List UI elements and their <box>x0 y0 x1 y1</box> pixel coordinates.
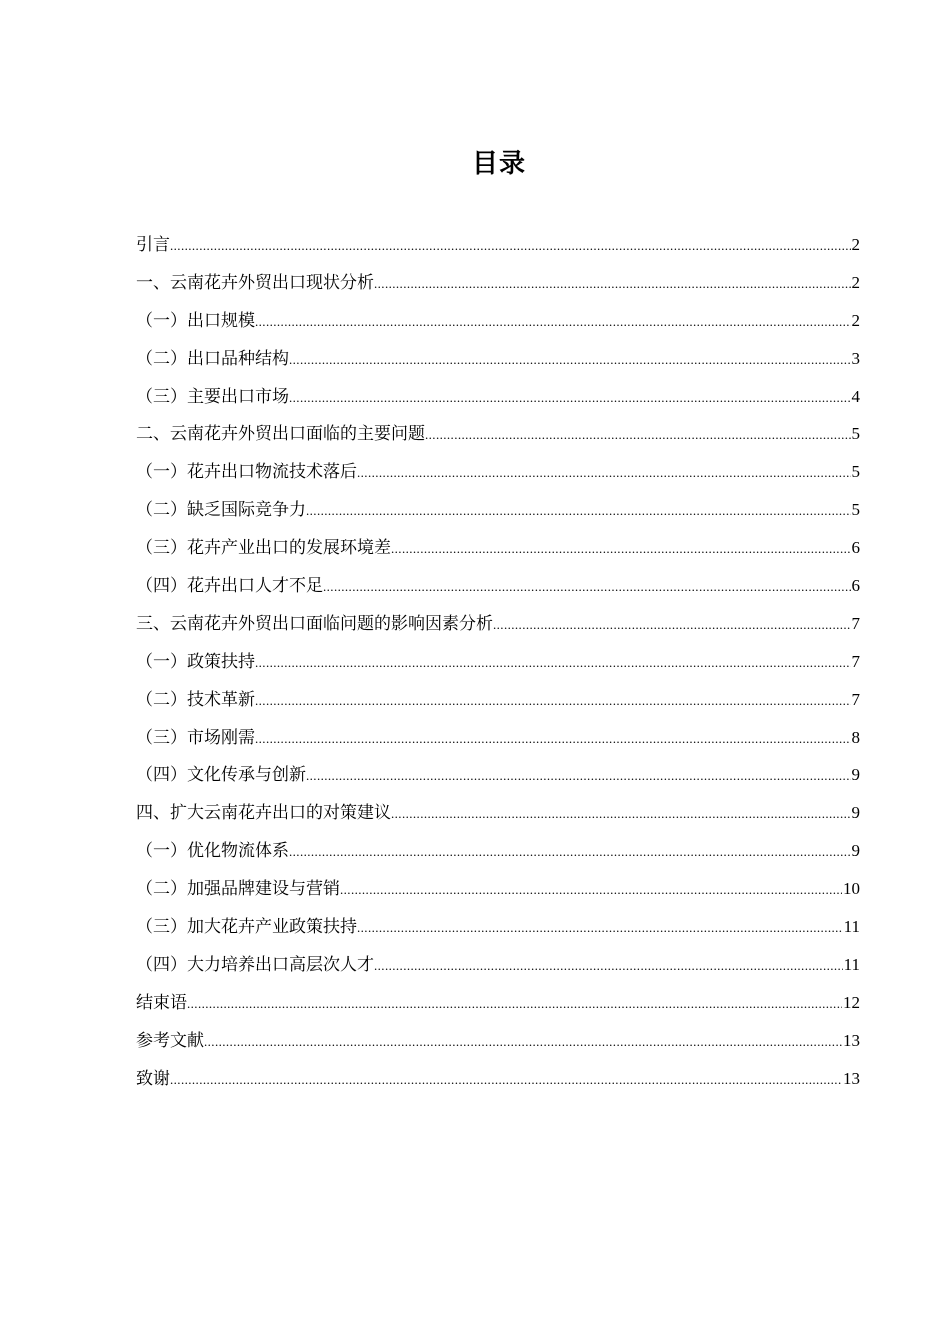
toc-entry-label: （三）加大花卉产业政策扶持 <box>136 917 357 938</box>
toc-entry[interactable] <box>136 794 860 832</box>
toc-entry-page: 2 <box>851 272 860 292</box>
toc-entry[interactable] <box>136 415 860 453</box>
toc-dot-leader <box>306 492 851 530</box>
toc-entry-label: 四、扩大云南花卉出口的对策建议 <box>136 803 391 824</box>
toc-entry[interactable] <box>136 567 860 605</box>
toc-entry[interactable] <box>136 946 860 984</box>
toc-dot-leader <box>425 416 851 454</box>
toc-entry-page: 4 <box>851 386 860 406</box>
toc-entry-label: （四）大力培养出口高层次人才 <box>136 954 374 975</box>
toc-entry-label: （三）主要出口市场 <box>136 386 289 407</box>
toc-dot-leader <box>391 795 851 833</box>
toc-entry-page: 11 <box>843 917 860 937</box>
toc-entry[interactable] <box>136 643 860 681</box>
toc-entry[interactable] <box>136 870 860 908</box>
toc-dot-leader <box>255 303 851 341</box>
toc-dot-leader <box>391 530 851 568</box>
toc-entry-label: （一）出口规模 <box>136 310 255 331</box>
toc-entry[interactable] <box>136 264 860 302</box>
toc-dot-leader <box>289 833 851 871</box>
toc-entry-label: （二）技术革新 <box>136 689 255 710</box>
toc-entry-page: 5 <box>851 424 860 444</box>
toc-entry-label: 参考文献 <box>136 1030 204 1051</box>
toc-entry-page: 10 <box>843 879 860 899</box>
toc-entry-page: 2 <box>851 310 860 330</box>
toc-dot-leader <box>170 227 851 265</box>
toc-entry-label: （三）市场刚需 <box>136 727 255 748</box>
toc-entry-page: 7 <box>851 613 860 633</box>
toc-entry-label: （一）政策扶持 <box>136 651 255 672</box>
toc-entry-page: 13 <box>843 1068 860 1088</box>
toc-dot-leader <box>340 871 842 909</box>
toc-entry-page: 13 <box>843 1030 860 1050</box>
toc-entry-label: （二）缺乏国际竞争力 <box>136 500 306 521</box>
toc-dot-leader <box>187 985 842 1023</box>
toc-dot-leader <box>170 1061 842 1099</box>
toc-dot-leader <box>323 568 851 606</box>
toc-dot-leader <box>493 606 851 644</box>
toc-entry-page: 9 <box>851 803 860 823</box>
toc-dot-leader <box>357 909 843 947</box>
toc-entry[interactable] <box>136 529 860 567</box>
toc-entry-label: （二）加强品牌建设与营销 <box>136 879 340 900</box>
toc-dot-leader <box>255 720 851 758</box>
toc-entry-label: （一）优化物流体系 <box>136 841 289 862</box>
toc-entry-label: 致谢 <box>136 1068 170 1089</box>
toc-entry-label: （四）花卉出口人才不足 <box>136 576 323 597</box>
toc-entry-label: 二、云南花卉外贸出口面临的主要问题 <box>136 424 425 445</box>
toc-entry[interactable] <box>136 984 860 1022</box>
toc-entry-label: 三、云南花卉外贸出口面临问题的影响因素分析 <box>136 613 493 634</box>
toc-entry-page: 9 <box>851 841 860 861</box>
toc-entry-label: 结束语 <box>136 992 187 1013</box>
toc-entry[interactable] <box>136 681 860 719</box>
toc-entry-page: 6 <box>851 538 860 558</box>
toc-entry[interactable] <box>136 378 860 416</box>
toc-dot-leader <box>289 341 851 379</box>
toc-entry[interactable] <box>136 1022 860 1060</box>
toc-entry[interactable] <box>136 1060 860 1098</box>
toc-entry[interactable] <box>136 340 860 378</box>
toc-entry-page: 5 <box>851 462 860 482</box>
toc-entry-label: （三）花卉产业出口的发展环境差 <box>136 538 391 559</box>
toc-entry[interactable] <box>136 756 860 794</box>
toc-entry-label: 引言 <box>136 235 170 255</box>
toc-dot-leader <box>204 1023 842 1061</box>
page-title: 目录 <box>471 149 526 179</box>
toc-entry-page: 3 <box>851 348 860 368</box>
toc-entry-label: （四）文化传承与创新 <box>136 765 306 786</box>
toc-entry[interactable] <box>136 605 860 643</box>
toc-entry-page: 2 <box>851 235 860 254</box>
toc-entry-page: 5 <box>851 500 860 520</box>
toc-entry-label: （二）出口品种结构 <box>136 348 289 369</box>
toc-entry-label: （一）花卉出口物流技术落后 <box>136 462 357 483</box>
toc-entry-page: 11 <box>843 954 860 974</box>
toc-dot-leader <box>374 265 851 303</box>
toc-dot-leader <box>289 379 851 417</box>
toc-entry-page: 12 <box>843 992 860 1012</box>
toc-entry[interactable] <box>136 908 860 946</box>
toc-entry-page: 8 <box>851 727 860 747</box>
toc-entry-page: 9 <box>851 765 860 785</box>
toc-entry-page: 7 <box>851 689 860 709</box>
toc-entry[interactable] <box>136 832 860 870</box>
toc-entry[interactable] <box>136 719 860 757</box>
toc-dot-leader <box>306 757 851 795</box>
toc-entry-page: 7 <box>851 651 860 671</box>
toc-entry-label: 一、云南花卉外贸出口现状分析 <box>136 272 374 293</box>
toc-entry[interactable] <box>136 453 860 491</box>
toc-entry[interactable] <box>136 226 860 264</box>
toc-dot-leader <box>357 454 851 492</box>
toc-dot-leader <box>255 644 851 682</box>
toc-dot-leader <box>255 682 851 720</box>
toc-entry-page: 6 <box>851 576 860 596</box>
toc-entry[interactable] <box>136 491 860 529</box>
toc-list <box>136 226 860 1097</box>
toc-entry[interactable] <box>136 302 860 340</box>
toc-dot-leader <box>374 947 843 985</box>
